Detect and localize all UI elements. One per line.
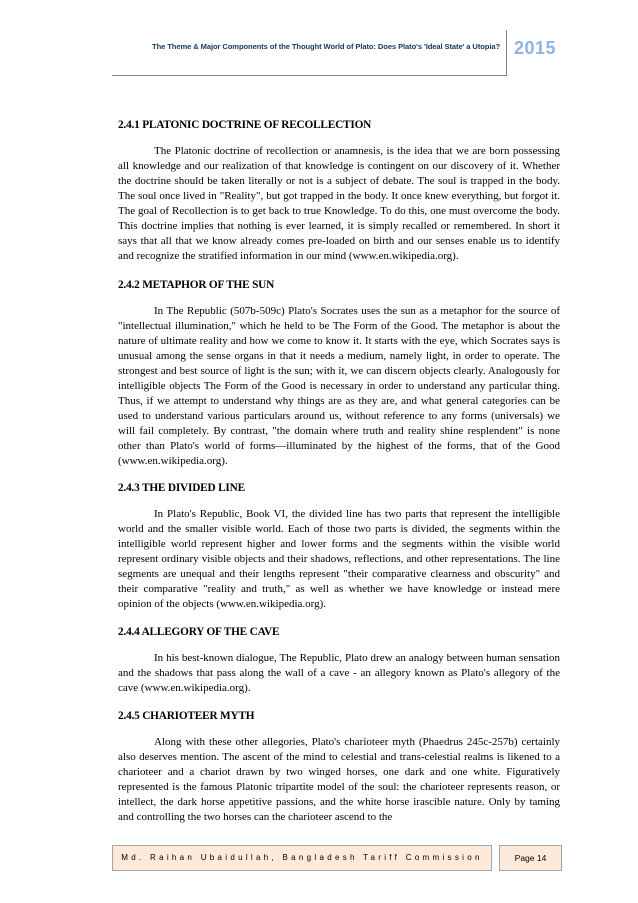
section-heading: 2.4.3 THE DIVIDED LINE xyxy=(118,482,245,494)
footer-page-number: Page 14 xyxy=(499,845,562,871)
section-heading: 2.4.4 ALLEGORY OF THE CAVE xyxy=(118,626,280,638)
page-footer xyxy=(112,845,562,871)
section-paragraph: The Platonic doctrine of recollection or anamnesis, is the idea that we are born possessing all knowledge and our realization of that knowledge is contingent on our discovery of it. Whether the doctrine should be taken literally or not is a subject of debate. The soul is trapped in the body. The soul once lived in "Reality", but got trapped in the body. It once knew everything, but forgot it. The goal of Recollection is to get back to true Knowledge. To do this, one must overcome the body. This doctrine implies that nothing is ever learned, it is simply recalled or remembered. In short it says that all that we know already comes pre-loaded on birth and our senses enable us to identify and recognize the stratified information in our mind (www.en.wikipedia.org). xyxy=(118,145,560,262)
section-paragraph: Along with these other allegories, Plato's charioteer myth (Phaedrus 245c-257b) certainly also deserves mention. The ascent of the mind to celestial and trans-celestial realms is likened to a charioteer and a chariot drawn by two winged horses, one dark and one white. Figuratively represented is the famous Platonic tripartite model of the soul: the charioteer represents reason, or intellect, the dark horse appetitive passions, and the white horse irascible nature. Only by taming and controlling the two horses can the charioteer ascend to the xyxy=(118,736,560,823)
section-paragraph: In Plato's Republic, Book VI, the divided line has two parts that represent the intelligible world and the smaller visible world. Each of those two parts is divided, the segments within the intelligible world represent higher and lower forms and the segments within the visible world represent ordinary visible objects and their shadows, reflections, and other representations. The line segments are unequal and their lengths represent "their comparative clearness and obscurity" and their comparative "reality and truth," as well as whether we have knowledge or instead mere opinion of the objects (www.en.wikipedia.org). xyxy=(118,508,560,610)
section-charioteer-myth xyxy=(118,709,560,825)
section-metaphor-sun xyxy=(118,278,560,469)
header-year: 2015 xyxy=(514,38,557,58)
section-recollection xyxy=(118,118,560,264)
section-paragraph: In his best-known dialogue, The Republic, Plato drew an analogy between human sensation and the shadows that pass along the wall of a cave - an allegory known as Plato's allegory of the cave (www.en.wikipedia.org). xyxy=(118,652,560,694)
header-divider-vertical xyxy=(506,30,507,76)
section-paragraph: In The Republic (507b-509c) Plato's Socrates uses the sun as a metaphor for the source of "intellectual illumination," which he held to be The Form of the Good. The metaphor is about the nature of ultimate reality and how we come to know it. It starts with the eye, which Socrates says is unusual among the sense organs in that it needs a medium, namely light, in order to operate. The strongest and best source of light is the sun; with it, we can discern objects clearly. Analogously for intelligible objects The Form of the Good is necessary in order to understand any particular thing. Thus, if we attempt to understand why things are as they are, and what general categories can be used to understand various particulars around us, without reference to any forms (universals) we will fail completely. By contrast, "the domain where truth and reality shine resplendent" is none other than Plato's world of forms—illuminated by the highest of the forms, that of the Good (www.en.wikipedia.org). xyxy=(118,305,560,467)
page-body xyxy=(118,118,560,838)
section-heading: 2.4.2 METAPHOR OF THE SUN xyxy=(118,279,275,291)
section-heading: 2.4.5 CHARIOTEER MYTH xyxy=(118,710,255,722)
section-heading: 2.4.1 PLATONIC DOCTRINE OF RECOLLECTION xyxy=(118,119,372,131)
header-divider-horizontal xyxy=(112,75,506,76)
header-title: The Theme & Major Components of the Thought World of Plato: Does Plato's 'Ideal State' a Utopia? xyxy=(152,42,500,51)
footer-author: Md. Raihan Ubaidullah, Bangladesh Tariff Commission xyxy=(112,845,492,871)
page-header xyxy=(112,30,562,76)
section-divided-line xyxy=(118,481,560,612)
section-allegory-cave xyxy=(118,625,560,696)
